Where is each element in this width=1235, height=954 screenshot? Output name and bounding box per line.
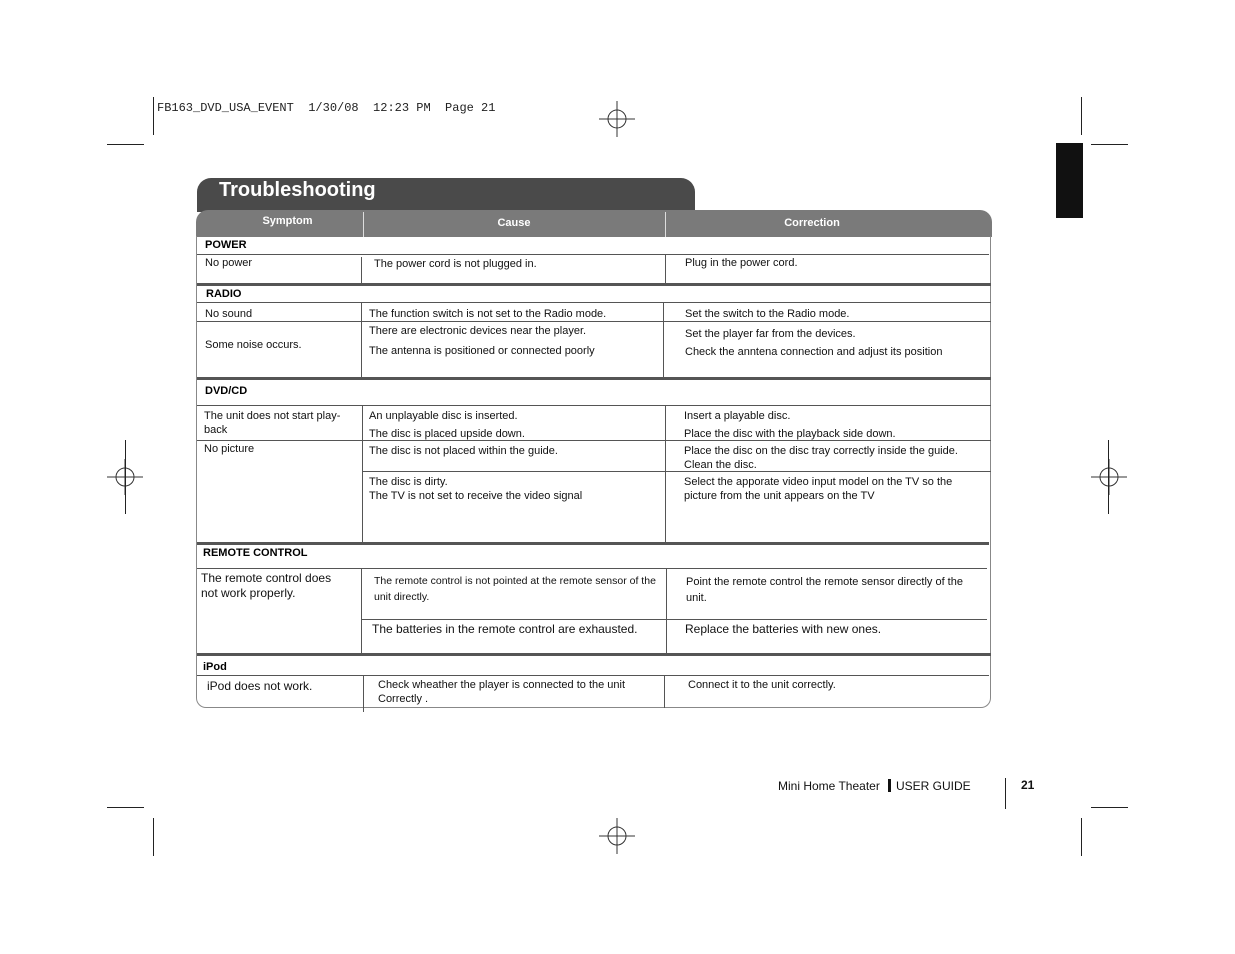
row-divider xyxy=(197,568,987,569)
footer-product-name: Mini Home Theater xyxy=(778,779,880,793)
row-divider xyxy=(197,440,991,441)
crop-mark xyxy=(1091,807,1128,808)
header-symptom: Symptom xyxy=(262,215,313,227)
symptom-cell: iPod does not work. xyxy=(207,679,313,693)
row-divider xyxy=(361,619,987,620)
print-info: FB163_DVD_USA_EVENT 1/30/08 12:23 PM Page 21 xyxy=(157,101,496,115)
correction-cell: Clean the disc. xyxy=(684,459,757,471)
correction-cell: Set the switch to the Radio mode. xyxy=(685,308,850,320)
section-divider xyxy=(197,653,991,656)
correction-cell: Insert a playable disc. xyxy=(684,410,791,422)
section-title-radio: RADIO xyxy=(206,288,242,300)
header-divider xyxy=(665,212,666,237)
cause-cell: The power cord is not plugged in. xyxy=(374,258,537,270)
symptom-cell: No picture xyxy=(204,443,255,455)
cause-cell: The function switch is not set to the Radio mode. xyxy=(369,308,607,320)
column-divider xyxy=(361,303,362,377)
symptom-cell: No power xyxy=(205,257,253,269)
cause-cell: The antenna is positioned or connected poorly xyxy=(369,345,595,357)
cause-cell: The disc is not placed within the guide. xyxy=(369,445,558,457)
footer-separator xyxy=(888,779,891,792)
crop-mark xyxy=(153,818,154,856)
footer-divider xyxy=(1005,778,1006,809)
correction-cell: Check the anntena connection and adjust its position xyxy=(685,346,943,358)
column-divider xyxy=(361,569,362,653)
correction-cell: Connect it to the unit correctly. xyxy=(688,679,836,691)
cause-cell: The batteries in the remote control are exhausted. xyxy=(372,622,638,636)
cause-cell: The disc is placed upside down. xyxy=(369,428,525,440)
crop-mark xyxy=(107,144,144,145)
section-title-power: POWER xyxy=(205,239,247,251)
correction-cell: Plug in the power cord. xyxy=(685,257,798,269)
symptom-cell: The remote control does not work properly. xyxy=(201,571,332,600)
row-divider xyxy=(197,321,991,322)
registration-mark-icon xyxy=(599,101,635,137)
registration-mark-icon xyxy=(599,818,635,854)
header-correction: Correction xyxy=(784,217,840,229)
cause-cell: An unplayable disc is inserted. xyxy=(369,410,518,422)
crop-mark xyxy=(1108,440,1109,514)
column-divider xyxy=(663,303,664,377)
header-divider xyxy=(363,212,364,237)
crop-mark xyxy=(1081,97,1082,135)
correction-cell: Set the player far from the devices. xyxy=(685,328,856,340)
row-divider xyxy=(197,254,989,255)
section-title-dvd-cd: DVD/CD xyxy=(205,385,248,397)
symptom-cell: Some noise occurs. xyxy=(205,339,302,351)
cause-cell: The disc is dirty. xyxy=(369,476,448,488)
column-divider xyxy=(363,676,364,712)
column-divider xyxy=(665,255,666,283)
cause-cell: There are electronic devices near the player. xyxy=(369,325,587,337)
chapter-tab xyxy=(1056,143,1083,218)
symptom-cell: The unit does not start play-back xyxy=(204,410,341,436)
cause-cell: The remote control is not pointed at the remote sensor of the unit directly. xyxy=(374,575,656,603)
cause-cell: Check wheather the player is connected to the unit Correctly . xyxy=(378,679,626,705)
crop-mark xyxy=(1081,818,1082,856)
symptom-cell: No sound xyxy=(205,308,253,320)
section-divider xyxy=(197,377,991,380)
crop-mark xyxy=(1091,144,1128,145)
row-divider xyxy=(362,471,991,472)
footer-guide-label: USER GUIDE xyxy=(896,779,971,793)
column-divider xyxy=(361,257,362,283)
correction-cell: Replace the batteries with new ones. xyxy=(685,622,882,636)
row-divider xyxy=(197,675,989,676)
column-divider xyxy=(665,406,666,542)
page-number: 21 xyxy=(1021,778,1035,792)
page-title: Troubleshooting xyxy=(219,179,376,201)
correction-cell: Select the apporate video input model on the TV so the picture from the unit appears on the TV xyxy=(684,476,953,502)
registration-mark-icon xyxy=(1091,459,1127,495)
cause-cell: The TV is not set to receive the video signal xyxy=(369,490,583,502)
row-divider xyxy=(197,302,991,303)
correction-cell: Place the disc on the disc tray correctly inside the guide. xyxy=(684,445,958,457)
section-title-ipod: iPod xyxy=(203,661,227,673)
row-divider xyxy=(197,405,991,406)
column-divider xyxy=(664,676,665,708)
section-divider xyxy=(197,283,991,286)
correction-cell: Place the disc with the playback side down. xyxy=(684,428,896,440)
crop-mark xyxy=(107,807,144,808)
crop-mark xyxy=(125,440,126,514)
correction-cell: Point the remote control the remote sensor directly of the unit. xyxy=(686,576,963,604)
section-divider xyxy=(197,542,989,545)
column-divider xyxy=(362,406,363,542)
header-cause: Cause xyxy=(497,217,531,229)
column-divider xyxy=(666,569,667,653)
crop-mark xyxy=(153,97,154,135)
section-title-remote-control: REMOTE CONTROL xyxy=(203,547,308,559)
